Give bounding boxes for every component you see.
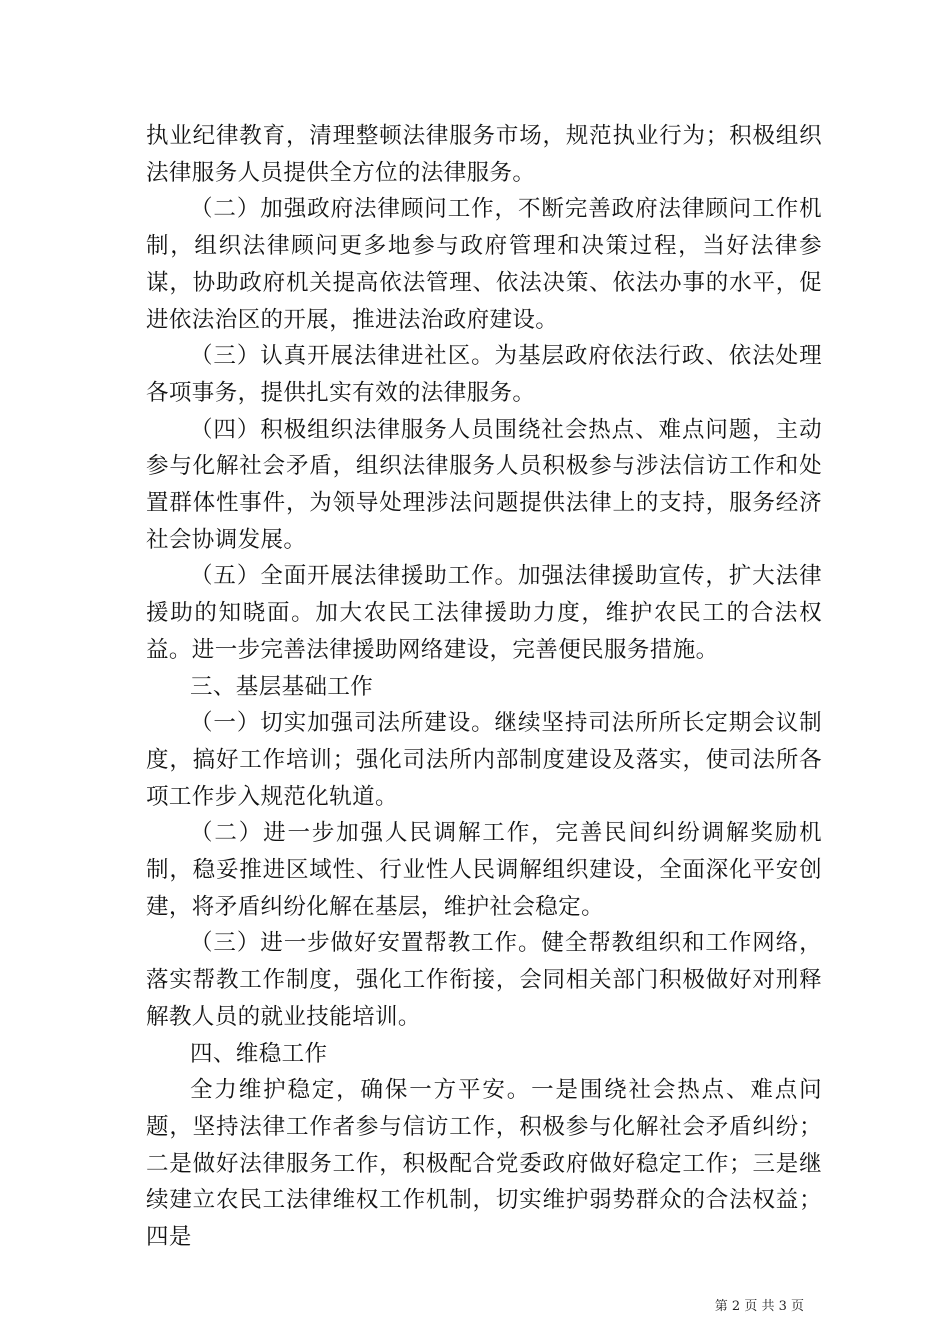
document-body	[146, 118, 822, 1256]
paragraph-law-community: （三）认真开展法律进社区。为基层政府依法行政、依法处理各项事务，提供扎实有效的法律服务。	[146, 343, 822, 406]
paragraph-social-issues: （四）积极组织法律服务人员围绕社会热点、难点问题，主动参与化解社会矛盾，组织法律服务人员积极参与涉法信访工作和处置群体性事件，为领导处理涉法问题提供法律上的支持，服务经济社会协调发展。	[146, 416, 822, 553]
page-number-footer: 第 2 页 共 3 页	[714, 1299, 804, 1314]
paragraph-mediation: （二）进一步加强人民调解工作，完善民间纠纷调解奖励机制，稳妥推进区域性、行业性人民调解组织建设，全面深化平安创建，将矛盾纠纷化解在基层，维护社会稳定。	[146, 820, 822, 920]
paragraph-legal-aid: （五）全面开展法律援助工作。加强法律援助宣传，扩大法律援助的知晓面。加大农民工法律援助力度，维护农民工的合法权益。进一步完善法律援助网络建设，完善便民服务措施。	[146, 563, 822, 663]
paragraph-continuation: 执业纪律教育，清理整顿法律服务市场，规范执业行为；积极组织法律服务人员提供全方位的法律服务。	[146, 123, 822, 186]
paragraph-resettlement: （三）进一步做好安置帮教工作。健全帮教组织和工作网络，落实帮教工作制度，强化工作衔接，会同相关部门积极做好对刑释解教人员的就业技能培训。	[146, 930, 822, 1030]
section-heading-grassroots: 三、基层基础工作	[190, 673, 374, 700]
paragraph-judicial-office: （一）切实加强司法所建设。继续坚持司法所所长定期会议制度，搞好工作培训；强化司法所内部制度建设及落实，使司法所各项工作步入规范化轨道。	[146, 710, 822, 810]
paragraph-legal-advisor: （二）加强政府法律顾问工作，不断完善政府法律顾问工作机制，组织法律顾问更多地参与政府管理和决策过程，当好法律参谋，协助政府机关提高依法管理、依法决策、依法办事的水平，促进依法治区的开展，推进法治政府建设。	[146, 196, 822, 333]
section-heading-stability: 四、维稳工作	[190, 1040, 328, 1067]
paragraph-stability: 全力维护稳定，确保一方平安。一是围绕社会热点、难点问题，坚持法律工作者参与信访工作，积极参与化解社会矛盾纠纷；二是做好法律服务工作，积极配合党委政府做好稳定工作；三是继续建立农民工法律维权工作机制，切实维护弱势群众的合法权益；四是	[146, 1077, 822, 1251]
